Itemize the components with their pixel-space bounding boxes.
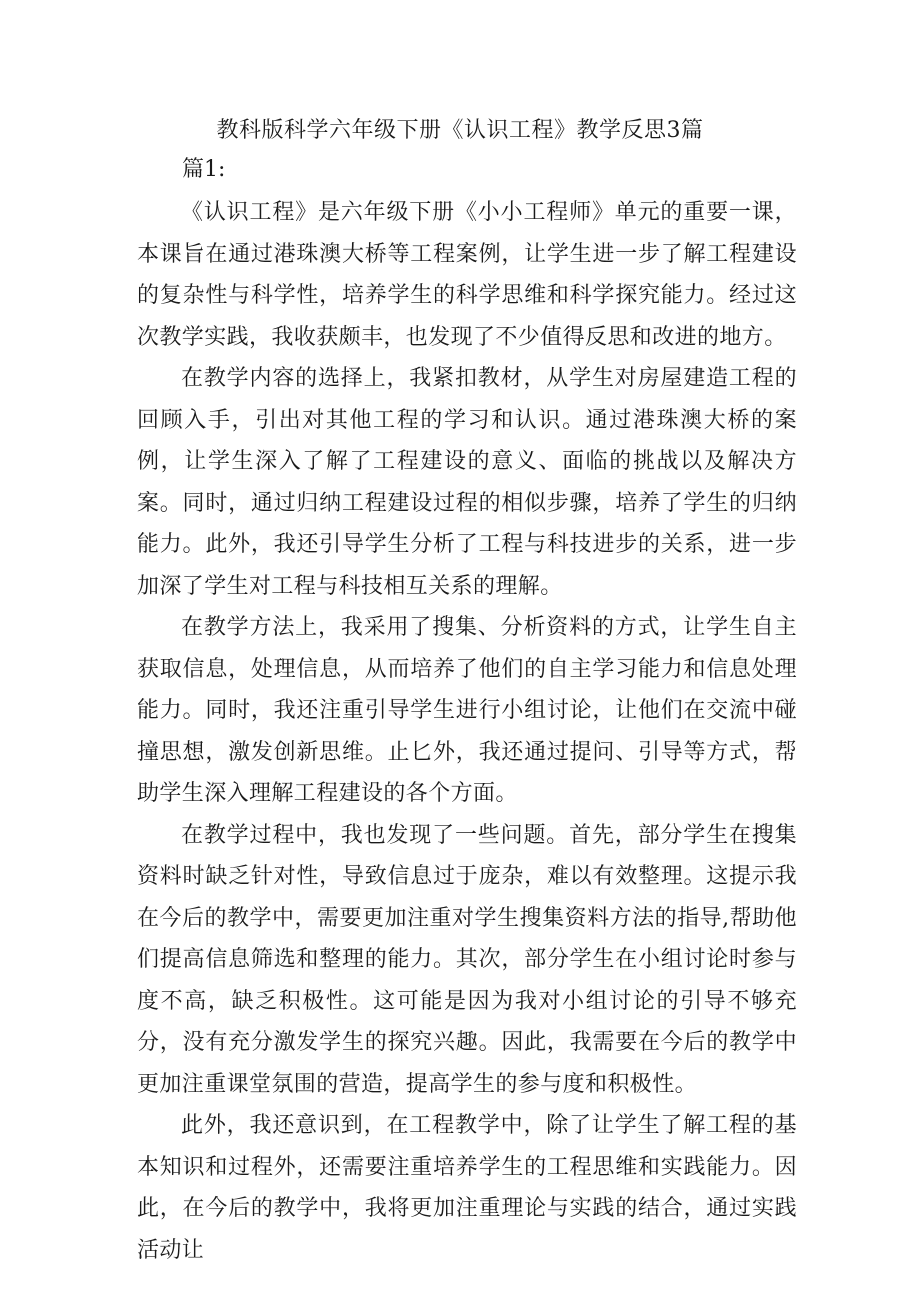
document-body: [137, 192, 797, 1271]
paragraph-1: 《认识工程》是六年级下册《小小工程师》单元的重要一课，本课旨在通过港珠澳大桥等工程案例，让学生进一步了解工程建设的复杂性与科学性，培养学生的科学思维和科学探究能力。经过这次教学实践，我收获颇丰，也发现了不少值得反思和改进的地方。: [137, 200, 797, 350]
paragraph-3: 在教学方法上，我采用了搜集、分析资料的方式，让学生自主获取信息，处理信息，从而培养了他们的自主学习能力和信息处理能力。同时，我还注重引导学生进行小组讨论，让他们在交流中碰撞思想，激发创新思维。止匕外，我还通过提问、引导等方式，帮助学生深入理解工程建设的各个方面。: [137, 615, 797, 806]
section-label: 篇1:: [182, 157, 226, 182]
document-title: 教科版科学六年级下册《认识工程》教学反思3篇: [216, 118, 704, 143]
paragraph-5: 此外，我还意识到，在工程教学中，除了让学生了解工程的基本知识和过程外，还需要注重培养学生的工程思维和实践能力。因此，在今后的教学中，我将更加注重理论与实践的结合，通过实践活动让: [137, 1113, 797, 1263]
paragraph-2: 在教学内容的选择上，我紧扣教材，从学生对房屋建造工程的回顾入手，引出对其他工程的学习和认识。通过港珠澳大桥的案例，让学生深入了解了工程建设的意义、面临的挑战以及解决方案。同时，通过归纳工程建设过程的相似步骤，培养了学生的归纳能力。此外，我还引导学生分析了工程与科技进步的关系，进一步加深了学生对工程与科技相互关系的理解。: [137, 366, 797, 599]
paragraph-4: 在教学过程中，我也发现了一些问题。首先，部分学生在搜集资料时缺乏针对性，导致信息过于庞杂，难以有效整理。这提示我在今后的教学中，需要更加注重对学生搜集资料方法的指导,帮助他们提高信息筛选和整理的能力。其次，部分学生在小组讨论时参与度不高，缺乏积极性。这可能是因为我对小组讨论的引导不够充分，没有充分激发学生的探究兴趣。因此，我需要在今后的教学中更加注重课堂氛围的营造，提高学生的参与度和积极性。: [137, 822, 797, 1097]
